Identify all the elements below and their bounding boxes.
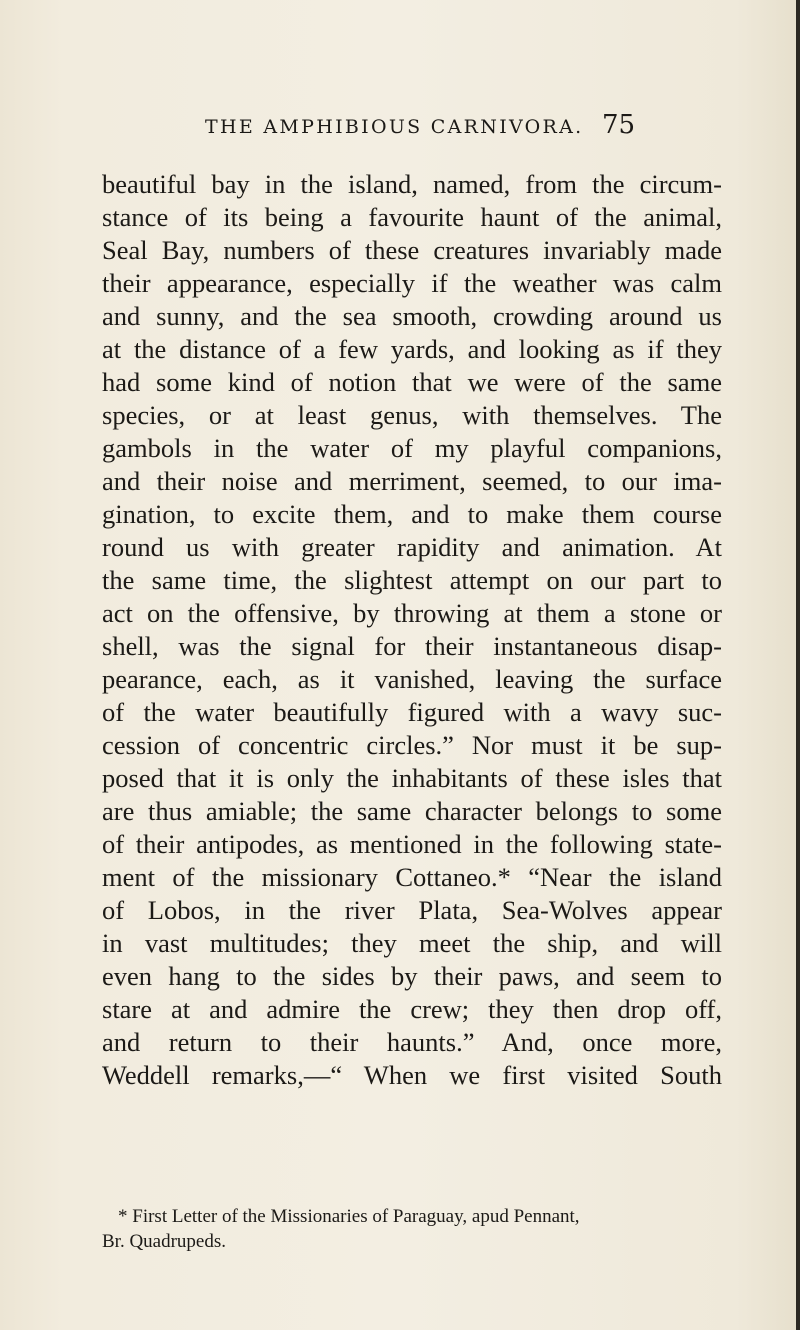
text-line: act on the offensive, by throwing at them a stone or (102, 598, 722, 628)
text-line: posed that it is only the inhabitants of these isles that (102, 763, 722, 793)
page-edge (796, 0, 800, 1330)
footnote-line: * First Letter of the Missionaries of Paraguay, apud Pennant, (118, 1206, 580, 1227)
text-line: gination, to excite them, and to make them course (102, 499, 722, 529)
running-head: THE AMPHIBIOUS CARNIVORA. (205, 116, 584, 138)
text-line: stare at and admire the crew; they then drop off, (102, 994, 722, 1024)
text-line: the same time, the slightest attempt on our part to (102, 565, 722, 595)
text-line: pearance, each, as it vanished, leaving the surface (102, 664, 722, 694)
text-line: Weddell remarks,—“ When we first visited South (102, 1060, 722, 1090)
text-line: stance of its being a favourite haunt of the animal, (102, 202, 722, 232)
text-line: shell, was the signal for their instantaneous disap- (102, 631, 722, 661)
text-line: and return to their haunts.” And, once more, (102, 1027, 722, 1057)
text-line: had some kind of notion that we were of the same (102, 367, 722, 397)
footnote (102, 1204, 682, 1254)
text-line: at the distance of a few yards, and looking as if they (102, 334, 722, 364)
text-line: their appearance, especially if the weather was calm (102, 268, 722, 298)
page-header (0, 110, 800, 156)
page-number: 75 (602, 110, 636, 140)
text-line: cession of concentric circles.” Nor must it be sup- (102, 730, 722, 760)
text-line: round us with greater rapidity and animation. At (102, 532, 722, 562)
text-line: in vast multitudes; they meet the ship, and will (102, 928, 722, 958)
text-line: of the water beautifully figured with a wavy suc- (102, 697, 722, 727)
text-line: species, or at least genus, with themselves. The (102, 400, 722, 430)
text-line: ment of the missionary Cottaneo.* “Near the island (102, 862, 722, 892)
footnote-line: Br. Quadrupeds. (102, 1231, 227, 1252)
text-line: of Lobos, in the river Plata, Sea-Wolves appear (102, 895, 722, 925)
text-line: Seal Bay, numbers of these creatures invariably made (102, 235, 722, 265)
text-line: and sunny, and the sea smooth, crowding around us (102, 301, 722, 331)
text-line: even hang to the sides by their paws, and seem to (102, 961, 722, 991)
text-line: and their noise and merriment, seemed, to our ima- (102, 466, 722, 496)
text-line: beautiful bay in the island, named, from the circum- (102, 169, 722, 199)
text-line: of their antipodes, as mentioned in the following state- (102, 829, 722, 859)
text-line: are thus amiable; the same character belongs to some (102, 796, 722, 826)
text-line: gambols in the water of my playful companions, (102, 433, 722, 463)
body-text (102, 168, 722, 1092)
